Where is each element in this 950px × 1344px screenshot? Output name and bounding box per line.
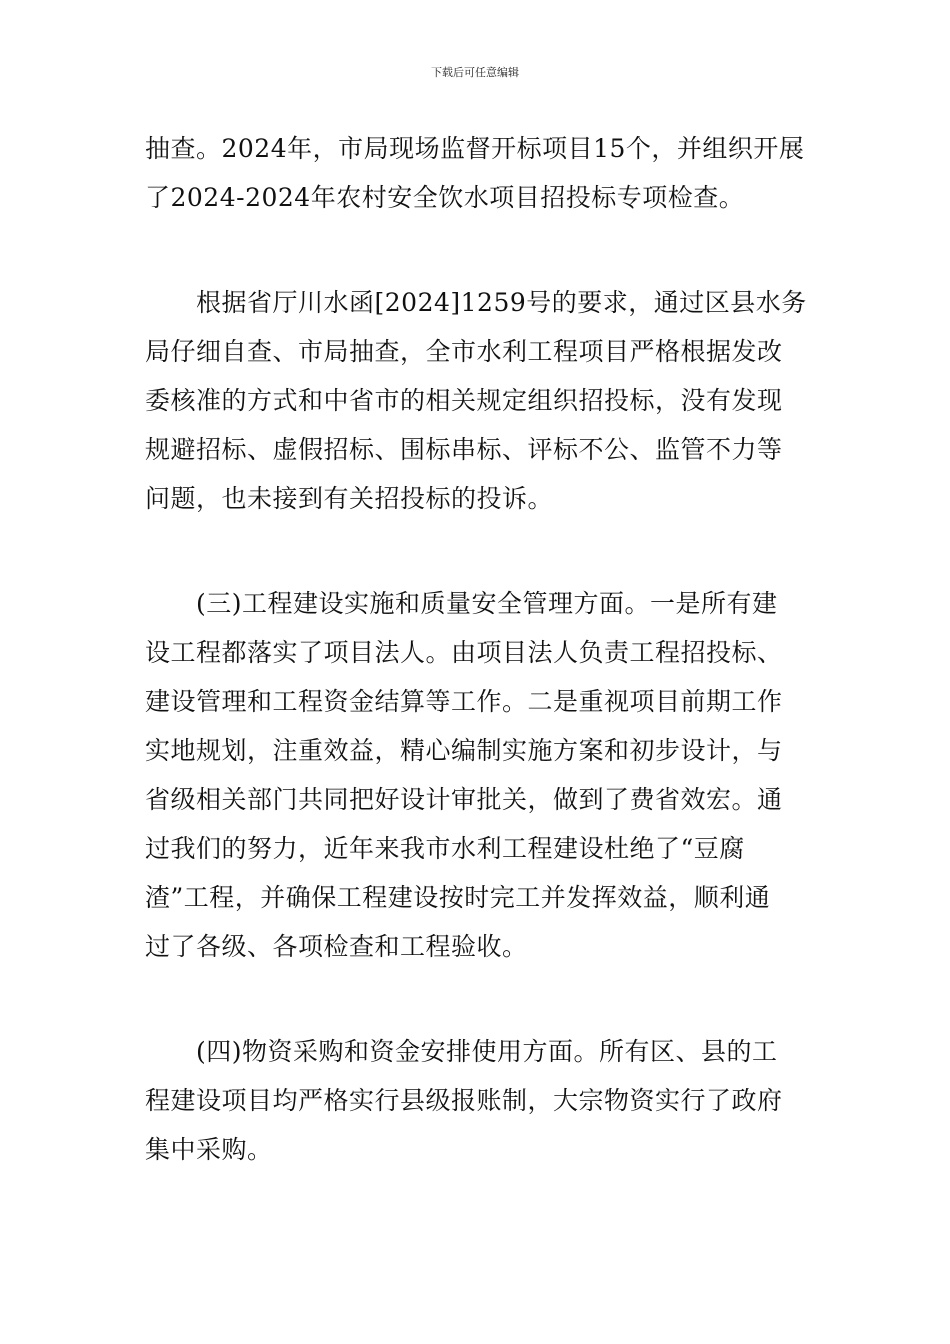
paragraph-line: 设工程都落实了项目法人。由项目法人负责工程招投标、 <box>145 638 783 667</box>
paragraph-line: 问题，也未接到有关招投标的投诉。 <box>145 484 554 513</box>
paragraph-line: 了2024-2024年农村安全饮水项目招投标专项检查。 <box>145 183 745 212</box>
paragraph-3 <box>145 579 810 971</box>
paragraph-line: 建设管理和工程资金结算等工作。二是重视项目前期工作 <box>145 687 783 716</box>
paragraph-line: 程建设项目均严格实行县级报账制，大宗物资实行了政府 <box>145 1086 783 1115</box>
paragraph-line: 委核准的方式和中省市的相关规定组织招投标，没有发现 <box>145 386 783 415</box>
paragraph-line: (三)工程建设实施和质量安全管理方面。一是所有建 <box>145 589 778 618</box>
paragraph-line: 渣”工程，并确保工程建设按时完工并发挥效益，顺利通 <box>145 883 771 912</box>
paragraph-1 <box>145 124 810 222</box>
paragraph-line: 局仔细自查、市局抽查，全市水利工程项目严格根据发改 <box>145 337 783 366</box>
paragraph-line: 集中采购。 <box>145 1135 273 1164</box>
paragraph-line: 实地规划，注重效益，精心编制实施方案和初步设计，与 <box>145 736 783 765</box>
paragraph-line: 根据省厅川水函[2024]1259号的要求，通过区县水务 <box>145 288 807 317</box>
paragraph-4 <box>145 1027 810 1174</box>
paragraph-line: 过我们的努力，近年来我市水利工程建设杜绝了“豆腐 <box>145 834 745 863</box>
paragraph-line: 过了各级、各项检查和工程验收。 <box>145 932 528 961</box>
paragraph-2 <box>145 278 810 523</box>
paragraph-line: 抽查。2024年，市局现场监督开标项目15个，并组织开展 <box>145 134 805 163</box>
paragraph-line: 规避招标、虚假招标、围标串标、评标不公、监管不力等 <box>145 435 783 464</box>
paragraph-line: 省级相关部门共同把好设计审批关，做到了费省效宏。通 <box>145 785 783 814</box>
page-header-note: 下载后可任意编辑 <box>431 66 519 79</box>
paragraph-line: (四)物资采购和资金安排使用方面。所有区、县的工 <box>145 1037 778 1066</box>
document-body <box>145 124 810 1174</box>
